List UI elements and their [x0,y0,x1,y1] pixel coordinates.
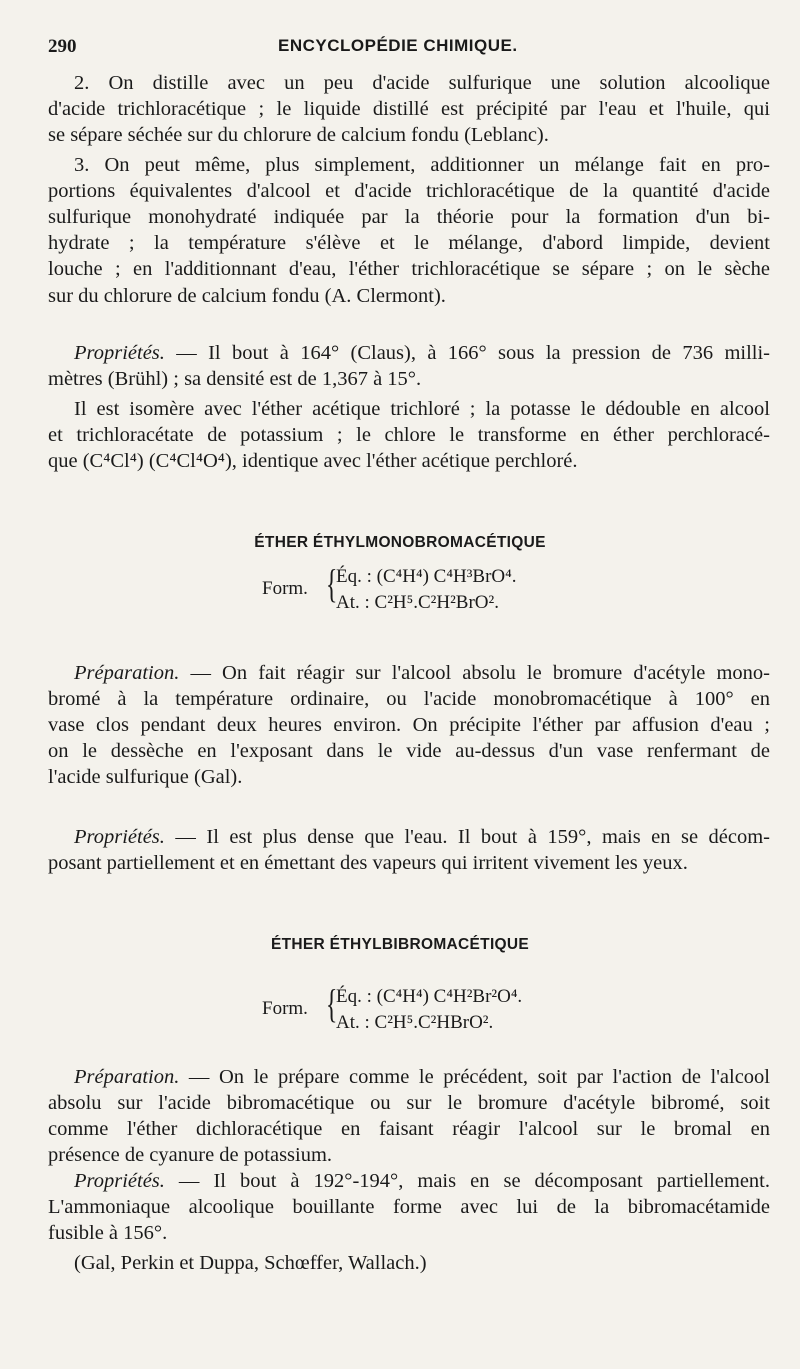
formula-equivalent: Éq. : (C⁴H⁴) C⁴H²Br²O⁴. [336,986,523,1007]
text-line: Préparation. — On le prépare comme le précédent, soit par l'action de l'alcool [74,1066,770,1088]
page-number: 290 [48,36,77,57]
text-line: louche ; en l'additionnant d'eau, l'éther trichloracétique se sépare ; on le sèche [48,258,770,280]
text-line: hydrate ; la température s'élève et le mélange, d'abord limpide, devient [48,232,770,254]
run-in-label: Propriétés. [74,826,165,848]
text-line: l'acide sulfurique (Gal). [48,766,243,788]
text-line: bromé à la température ordinaire, ou l'acide monobromacétique à 100° en [48,688,770,710]
formula-equivalent: Éq. : (C⁴H⁴) C⁴H³BrO⁴. [336,566,517,587]
text-line: Propriétés. — Il est plus dense que l'eau. Il bout à 159°, mais en se décom- [74,826,770,848]
text-line: fusible à 156°. [48,1222,168,1244]
section-heading: ÉTHER ÉTHYLBIBROMACÉTIQUE [270,936,530,953]
text-line: 2. On distille avec un peu d'acide sulfurique une solution alcoolique [74,72,770,94]
formula-label: Form. [262,578,308,599]
text-line: que (C⁴Cl⁴) (C⁴Cl⁴O⁴), identique avec l'éther acétique perchloré. [48,450,578,472]
formula-atomic: At. : C²H⁵.C²H²BrO². [336,592,499,613]
text-line: on le dessèche en l'exposant dans le vide au-dessus d'un vase renfermant de [48,740,770,762]
run-in-label: Propriétés. [74,342,165,364]
text-line: d'acide trichloracétique ; le liquide distillé est précipité par l'eau et l'huile, qui [48,98,770,120]
text-line: présence de cyanure de potassium. [48,1144,333,1166]
section-heading: ÉTHER ÉTHYLMONOBROMACÉTIQUE [254,534,546,551]
run-in-label: Préparation. [74,1066,180,1088]
references: (Gal, Perkin et Duppa, Schœffer, Wallach.) [74,1252,427,1274]
formula-label: Form. [262,998,308,1019]
text-line: vase clos pendant deux heures environ. On précipite l'éther par affusion d'eau ; [48,714,770,736]
running-title: ENCYCLOPÉDIE CHIMIQUE. [278,36,518,55]
text-line: posant partiellement et en émettant des vapeurs qui irritent vivement les yeux. [48,852,688,874]
text-line: et trichloracétate de potassium ; le chlore le transforme en éther perchloracé- [48,424,770,446]
text-line: Propriétés. — Il bout à 164° (Claus), à 166° sous la pression de 736 milli- [74,342,770,364]
formula-block [262,561,582,630]
text-line: se sépare séchée sur du chlorure de calcium fondu (Leblanc). [48,124,549,146]
formula-block [262,981,582,1050]
text-line: comme l'éther dichloracétique en faisant réagir l'alcool sur le bromal en [48,1118,770,1140]
run-in-label: Préparation. [74,662,180,684]
text-line: mètres (Brühl) ; sa densité est de 1,367 à 15°. [48,368,422,390]
brace: { [325,561,338,606]
run-in-label: Propriétés. [74,1170,165,1192]
text-line: sur du chlorure de calcium fondu (A. Clermont). [48,285,446,307]
page-header [48,36,770,64]
text-line: Il est isomère avec l'éther acétique trichloré ; la potasse le dédouble en alcool [74,398,770,420]
text-line: Propriétés. — Il bout à 192°-194°, mais en se décomposant partiellement. [74,1170,770,1192]
text-line: Préparation. — On fait réagir sur l'alcool absolu le bromure d'acétyle mono- [74,662,770,684]
brace: { [325,981,338,1026]
text-line: L'ammoniaque alcoolique bouillante forme avec lui de la bibromacétamide [48,1196,770,1218]
text-line: 3. On peut même, plus simplement, additionner un mélange fait en pro- [74,154,770,176]
text-line: sulfurique monohydraté indiquée par la théorie pour la formation d'un bi- [48,206,770,228]
text-line: absolu sur l'acide bibromacétique ou sur le bromure d'acétyle bibromé, soit [48,1092,770,1114]
formula-atomic: At. : C²H⁵.C²HBrO². [336,1012,494,1033]
text-line: portions équivalentes d'alcool et d'acide trichloracétique de la quantité d'acide [48,180,770,202]
